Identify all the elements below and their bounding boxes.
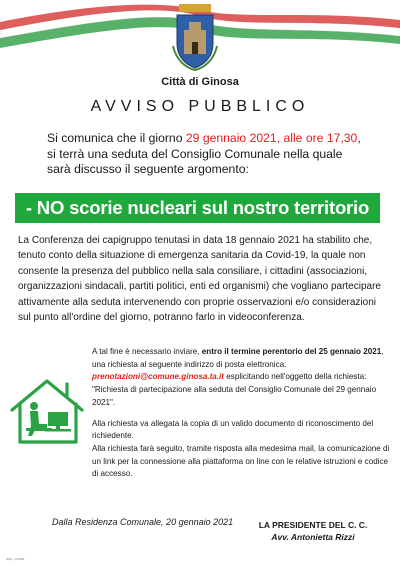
intro-line-3: sarà discusso il seguente argomento: [47,162,249,176]
instructions-text: esplicitando nell'oggetto della richiesta: "Richiesta di partecipazione alla seduta del Consiglio Comunale del 29 gennaio 2021". [92,372,377,407]
instructions-paragraph-2: Alla richiesta va allegata la copia di un valido documento di riconoscimento del richiedente. [92,418,374,441]
notice-title: AVVISO PUBBLICO [90,98,310,115]
deadline-text: entro il termine perentorio del 25 gennaio 2021 [201,347,382,356]
intro-text: Si comunica che il giorno [47,131,186,145]
intro-paragraph [47,131,377,178]
intro-comma: , [357,131,361,145]
conference-paragraph: La Conferenza dei capigruppo tenutasi in data 18 gennaio 2021 ha stabilito che, tenuto conto della situazione di emergenza sanitaria da Covid-19, la quale non consente la presenza del pubblico nella sala consiliare, i cittadini (associazioni, organizzazioni sindacali, partiti politici, enti ed organismi) che vogliano partecipare attivamente alla seduta intervenendo con proprie osservazioni e/o considerazioni sul punto all'ordine del giorno, potranno farlo in videoconferenza. [18,235,381,324]
instructions-paragraph-3: Alla richiesta farà seguito, tramite risposta alla medesima mail, la comunicazione di un link per la connessione alla piattaforma on line con le relative istruzioni e codice di accesso. [92,443,390,479]
intro-line-2: si terrà una seduta del Consiglio Comunale nella quale [47,146,343,161]
instructions-text: , una richiesta al seguente indirizzo di posta elettronica: [92,347,384,369]
signature-block [238,519,388,543]
instructions-column [92,346,392,481]
signer-name: Avv. Antonietta Rizzi [271,532,355,542]
coat-of-arms-icon [170,4,220,72]
home-videoconference-icon [8,376,86,446]
signer-role: LA PRESIDENTE DEL C. C. [258,520,368,530]
city-name: Città di Ginosa [161,76,239,88]
meeting-date-time: 29 gennaio 2021, alle ore 17,30 [185,131,358,145]
booking-email-link[interactable]: prenotazioni@comune.ginosa.ta.it [92,372,225,382]
document-reference: 2021_rif.0000 [6,557,25,561]
instructions-text: A tal fine è necessario inviare, [92,347,202,356]
topic-banner: - NO scorie nucleari sul nostro territorio [15,193,380,223]
place-date: Dalla Residenza Comunale, 20 gennaio 2021 [52,517,234,527]
instructions-paragraph-1 [92,346,392,410]
